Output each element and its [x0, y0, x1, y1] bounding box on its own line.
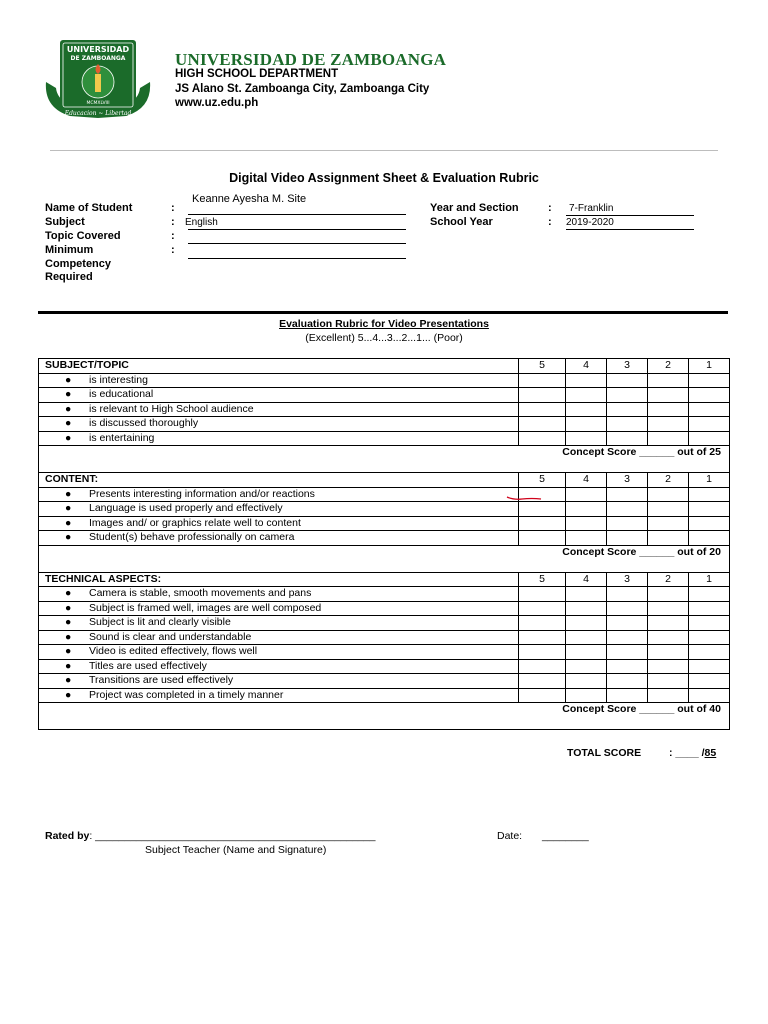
criterion-text: is educational	[89, 388, 154, 401]
score-header-4: 4	[566, 572, 607, 587]
rubric-title: Evaluation Rubric for Video Presentations	[279, 318, 489, 330]
bullet-icon: ●	[65, 516, 72, 529]
score-cell-1[interactable]	[689, 402, 730, 417]
score-header-4: 4	[566, 473, 607, 488]
score-cell-1[interactable]	[689, 674, 730, 689]
criterion	[39, 402, 519, 417]
score-cell-5[interactable]	[519, 587, 566, 602]
year-and-section-label: Year and Section	[430, 202, 519, 214]
score-header-1: 1	[689, 473, 730, 488]
subject-value: English	[185, 217, 218, 228]
criterion-text: Presents interesting information and/or reactions	[89, 487, 315, 500]
criterion	[39, 674, 519, 689]
criterion-text: is discussed thoroughly	[89, 417, 199, 430]
colon: :	[171, 244, 175, 256]
bullet-icon: ●	[65, 630, 72, 643]
rubric-criterion-row	[39, 388, 730, 403]
criterion	[39, 587, 519, 602]
header-divider	[50, 150, 718, 151]
rubric-criterion-row	[39, 674, 730, 689]
concept-score-row	[39, 545, 730, 572]
score-cell-1[interactable]	[689, 630, 730, 645]
score-cell-1[interactable]	[689, 587, 730, 602]
score-cell-2[interactable]	[648, 388, 689, 403]
concept-score-row	[39, 446, 730, 473]
score-cell-2[interactable]	[648, 601, 689, 616]
rubric-criterion-row	[39, 630, 730, 645]
rated-by	[45, 830, 375, 842]
rubric-criterion-row	[39, 402, 730, 417]
criterion	[39, 417, 519, 432]
score-cell-5[interactable]	[519, 688, 566, 703]
score-cell-2[interactable]	[648, 417, 689, 432]
minimum-competency-label-line3: Required	[45, 271, 93, 283]
rubric-criterion-row	[39, 601, 730, 616]
bullet-icon: ●	[65, 431, 72, 444]
bullet-icon: ●	[65, 373, 72, 386]
score-cell-2[interactable]	[648, 659, 689, 674]
score-header-3: 3	[607, 359, 648, 374]
year-and-section-value: 7-Franklin	[569, 203, 614, 214]
score-cell-1[interactable]	[689, 487, 730, 502]
score-cell-2[interactable]	[648, 502, 689, 517]
subject-label: Subject	[45, 216, 85, 228]
score-cell-3[interactable]	[607, 417, 648, 432]
score-cell-1[interactable]	[689, 531, 730, 546]
rubric-section-header	[39, 359, 730, 374]
rubric-criterion-row	[39, 531, 730, 546]
colon: :	[171, 230, 175, 242]
bullet-icon: ●	[65, 587, 72, 600]
criterion	[39, 659, 519, 674]
score-cell-3[interactable]	[607, 630, 648, 645]
criterion-text: is relevant to High School audience	[89, 402, 254, 415]
score-cell-1[interactable]	[689, 516, 730, 531]
bullet-icon: ●	[65, 531, 72, 544]
document-title: Digital Video Assignment Sheet & Evaluation Rubric	[229, 171, 539, 185]
rubric-criterion-row	[39, 587, 730, 602]
colon: :	[171, 202, 175, 214]
rubric-criterion-row	[39, 417, 730, 432]
bullet-icon: ●	[65, 417, 72, 430]
score-cell-4[interactable]	[566, 417, 607, 432]
score-cell-4[interactable]	[566, 659, 607, 674]
score-cell-2[interactable]	[648, 373, 689, 388]
score-header-5: 5	[519, 359, 566, 374]
rubric-scale: (Excellent) 5...4...3...2...1... (Poor)	[305, 332, 463, 344]
score-header-2: 2	[648, 359, 689, 374]
score-cell-3[interactable]	[607, 502, 648, 517]
date	[497, 830, 589, 842]
date-label: Date:	[497, 830, 523, 842]
colon: :	[548, 202, 552, 214]
criterion	[39, 688, 519, 703]
score-cell-1[interactable]	[689, 601, 730, 616]
bullet-icon: ●	[65, 601, 72, 614]
score-cell-3[interactable]	[607, 487, 648, 502]
department-name: HIGH SCHOOL DEPARTMENT	[175, 68, 339, 80]
criterion	[39, 531, 519, 546]
bullet-icon: ●	[65, 674, 72, 687]
score-cell-4[interactable]	[566, 431, 607, 446]
score-cell-5[interactable]	[519, 402, 566, 417]
total-score	[567, 747, 716, 759]
rubric-criterion-row	[39, 659, 730, 674]
score-cell-4[interactable]	[566, 630, 607, 645]
svg-text:Educacion ~ Libertad: Educacion ~ Libertad	[64, 110, 132, 117]
minimum-competency-field[interactable]	[188, 245, 406, 259]
criterion-text: Subject is framed well, images are well composed	[89, 601, 322, 614]
criterion-text: Subject is lit and clearly visible	[89, 616, 231, 629]
score-header-2: 2	[648, 572, 689, 587]
score-cell-1[interactable]	[689, 373, 730, 388]
score-header-5: 5	[519, 473, 566, 488]
bullet-icon: ●	[65, 659, 72, 672]
bullet-icon: ●	[65, 688, 72, 701]
score-cell-3[interactable]	[607, 674, 648, 689]
score-cell-4[interactable]	[566, 531, 607, 546]
score-cell-1[interactable]	[689, 388, 730, 403]
score-cell-2[interactable]	[648, 688, 689, 703]
bullet-icon: ●	[65, 388, 72, 401]
criterion	[39, 601, 519, 616]
minimum-competency-label-line2: Competency	[45, 258, 112, 270]
bullet-icon: ●	[65, 645, 72, 658]
score-cell-2[interactable]	[648, 587, 689, 602]
bullet-icon: ●	[65, 402, 72, 415]
criterion-text: Video is edited effectively, flows well	[89, 645, 258, 658]
score-header-5: 5	[519, 572, 566, 587]
score-cell-1[interactable]	[689, 616, 730, 631]
total-score-label: TOTAL SCORE	[567, 747, 642, 759]
score-header-1: 1	[689, 359, 730, 374]
bullet-icon: ●	[65, 616, 72, 629]
score-cell-3[interactable]	[607, 373, 648, 388]
score-cell-5[interactable]	[519, 674, 566, 689]
score-cell-3[interactable]	[607, 645, 648, 660]
score-cell-3[interactable]	[607, 688, 648, 703]
score-header-1: 1	[689, 572, 730, 587]
concept-score-row	[39, 703, 730, 730]
score-cell-3[interactable]	[607, 587, 648, 602]
criterion	[39, 502, 519, 517]
score-cell-4[interactable]	[566, 674, 607, 689]
score-cell-3[interactable]	[607, 616, 648, 631]
score-cell-3[interactable]	[607, 431, 648, 446]
score-cell-3[interactable]	[607, 516, 648, 531]
score-cell-1[interactable]	[689, 502, 730, 517]
concept-score: Concept Score ______ out of 20	[39, 545, 730, 572]
total-score-value[interactable]: : ____ /	[668, 747, 705, 759]
score-cell-2[interactable]	[648, 630, 689, 645]
score-cell-4[interactable]	[566, 487, 607, 502]
criterion-text: Language is used properly and effectively	[89, 502, 283, 515]
school-year-value: 2019-2020	[566, 217, 614, 228]
criterion	[39, 616, 519, 631]
rubric-criterion-row	[39, 373, 730, 388]
score-cell-2[interactable]	[648, 674, 689, 689]
criterion-text: Images and/ or graphics relate well to content	[89, 516, 301, 529]
criterion-text: Titles are used effectively	[89, 659, 207, 672]
score-cell-4[interactable]	[566, 587, 607, 602]
score-cell-5[interactable]	[519, 373, 566, 388]
school-year-label: School Year	[430, 216, 493, 228]
score-cell-1[interactable]	[689, 645, 730, 660]
rubric-criterion-row	[39, 516, 730, 531]
criterion	[39, 630, 519, 645]
name-of-student-value: Keanne Ayesha M. Site	[192, 193, 307, 205]
section-heading: TECHNICAL ASPECTS:	[39, 572, 519, 587]
criterion-text: Student(s) behave professionally on camera	[89, 531, 295, 544]
score-cell-5[interactable]	[519, 601, 566, 616]
rated-by-signature-line[interactable]: : ________________________________________________	[89, 830, 376, 842]
criterion-text: is interesting	[89, 373, 148, 386]
minimum-competency-label: Minimum	[45, 244, 94, 256]
score-cell-3[interactable]	[607, 659, 648, 674]
total-score-max: 85	[704, 747, 717, 759]
score-cell-3[interactable]	[607, 402, 648, 417]
university-name: UNIVERSIDAD DE ZAMBOANGA	[175, 50, 447, 69]
criterion	[39, 388, 519, 403]
score-cell-3[interactable]	[607, 388, 648, 403]
rated-by-label: Rated by	[45, 830, 90, 842]
bullet-icon: ●	[65, 502, 72, 515]
rubric-section-header	[39, 473, 730, 488]
score-cell-5[interactable]	[519, 645, 566, 660]
teacher-caption: Subject Teacher (Name and Signature)	[145, 844, 327, 856]
svg-text:UNIVERSIDAD: UNIVERSIDAD	[66, 45, 130, 54]
svg-text:DE ZAMBOANGA: DE ZAMBOANGA	[70, 55, 126, 62]
topic-covered-field[interactable]	[188, 230, 406, 244]
subject-field[interactable]	[188, 216, 406, 230]
criterion	[39, 431, 519, 446]
score-cell-2[interactable]	[648, 487, 689, 502]
svg-text:MCMXLVIII: MCMXLVIII	[86, 101, 110, 106]
score-cell-5[interactable]	[519, 516, 566, 531]
concept-score: Concept Score ______ out of 40	[39, 703, 730, 730]
handwritten-red-mark	[506, 494, 542, 502]
score-cell-5[interactable]	[519, 630, 566, 645]
score-cell-1[interactable]	[689, 659, 730, 674]
criterion-text: Sound is clear and understandable	[89, 630, 252, 643]
score-cell-3[interactable]	[607, 601, 648, 616]
score-cell-4[interactable]	[566, 645, 607, 660]
criterion-text: Transitions are used effectively	[89, 674, 234, 687]
rubric-table	[38, 358, 730, 730]
score-cell-5[interactable]	[519, 502, 566, 517]
section-divider	[38, 311, 728, 314]
section-heading: SUBJECT/TOPIC	[39, 359, 519, 374]
bullet-icon: ●	[65, 487, 72, 500]
score-cell-2[interactable]	[648, 645, 689, 660]
rubric-criterion-row	[39, 645, 730, 660]
rubric-criterion-row	[39, 616, 730, 631]
colon: :	[548, 216, 552, 228]
score-header-4: 4	[566, 359, 607, 374]
concept-score: Concept Score ______ out of 25	[39, 446, 730, 473]
score-cell-4[interactable]	[566, 688, 607, 703]
criterion	[39, 373, 519, 388]
criterion-text: Project was completed in a timely manner	[89, 688, 284, 701]
school-website: www.uz.edu.ph	[175, 97, 259, 109]
score-header-3: 3	[607, 572, 648, 587]
score-cell-5[interactable]	[519, 659, 566, 674]
criterion-text: Camera is stable, smooth movements and pans	[89, 587, 312, 600]
school-address: JS Alano St. Zamboanga City, Zamboanga City	[175, 83, 430, 95]
rubric-criterion-row	[39, 688, 730, 703]
score-cell-1[interactable]	[689, 688, 730, 703]
score-cell-4[interactable]	[566, 402, 607, 417]
university-seal-logo	[40, 38, 156, 120]
score-cell-5[interactable]	[519, 431, 566, 446]
criterion	[39, 645, 519, 660]
rubric-criterion-row	[39, 487, 730, 502]
score-cell-1[interactable]	[689, 417, 730, 432]
score-cell-5[interactable]	[519, 388, 566, 403]
criterion	[39, 487, 519, 502]
colon: :	[171, 216, 175, 228]
score-cell-2[interactable]	[648, 402, 689, 417]
score-cell-4[interactable]	[566, 516, 607, 531]
score-header-2: 2	[648, 473, 689, 488]
score-cell-4[interactable]	[566, 373, 607, 388]
score-cell-5[interactable]	[519, 616, 566, 631]
date-line[interactable]: ________	[541, 830, 589, 842]
criterion-text: is entertaining	[89, 431, 155, 444]
criterion	[39, 516, 519, 531]
rubric-section-header	[39, 572, 730, 587]
score-cell-4[interactable]	[566, 388, 607, 403]
score-header-3: 3	[607, 473, 648, 488]
score-cell-4[interactable]	[566, 502, 607, 517]
score-cell-4[interactable]	[566, 616, 607, 631]
rubric-criterion-row	[39, 431, 730, 446]
rubric-criterion-row	[39, 502, 730, 517]
score-cell-2[interactable]	[648, 431, 689, 446]
score-cell-2[interactable]	[648, 531, 689, 546]
score-cell-1[interactable]	[689, 431, 730, 446]
name-of-student-label: Name of Student	[45, 202, 133, 214]
score-cell-2[interactable]	[648, 616, 689, 631]
section-heading: CONTENT:	[39, 473, 519, 488]
score-cell-3[interactable]	[607, 531, 648, 546]
score-cell-2[interactable]	[648, 516, 689, 531]
score-cell-4[interactable]	[566, 601, 607, 616]
score-cell-5[interactable]	[519, 531, 566, 546]
topic-covered-label: Topic Covered	[45, 230, 121, 242]
score-cell-5[interactable]	[519, 417, 566, 432]
